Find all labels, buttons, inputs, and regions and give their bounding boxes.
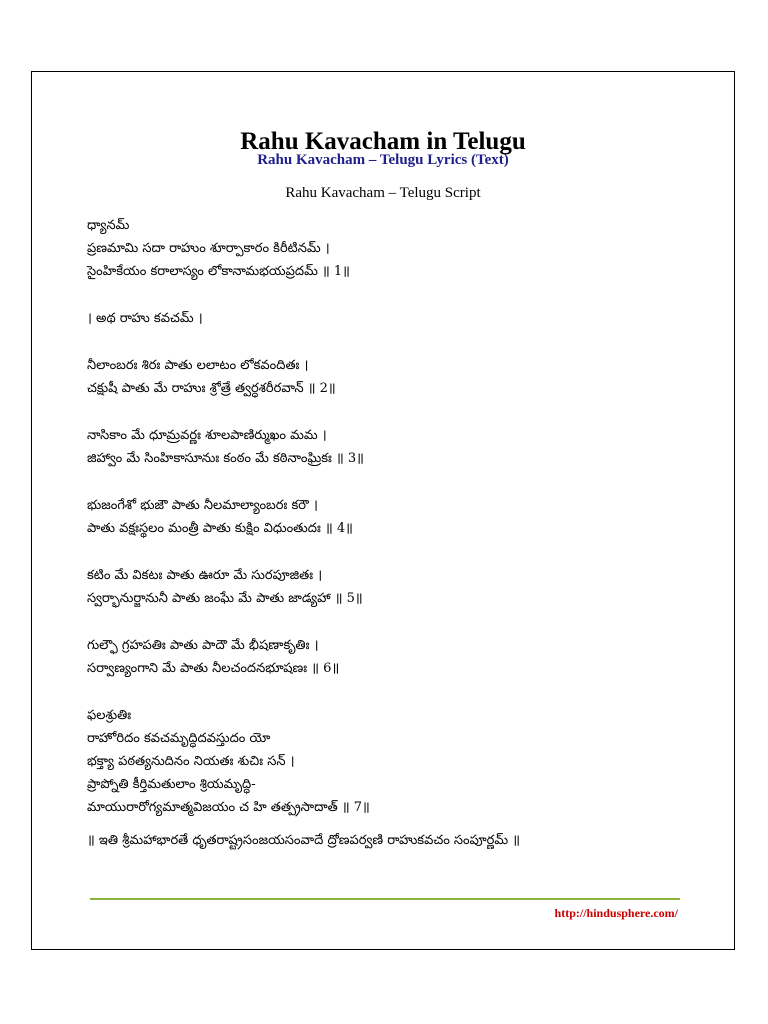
footer-divider <box>90 898 680 900</box>
verse-line: మాయురారోగ్యమాత్మవిజయం చ హి తత్ప్రసాదాత్ ॥ 7॥ <box>87 800 370 815</box>
verse-line: పాతు వక్షఃస్థలం మంత్రీ పాతు కుక్షిం విధుంతుదః ॥ 4॥ <box>87 521 353 536</box>
page-title: Rahu Kavacham in Telugu <box>240 128 526 155</box>
section-heading-dhyanam: ధ్యానమ్ <box>87 218 130 233</box>
verse-line: రాహోరిదం కవచమృద్ధిదవస్తుదం యో <box>87 731 271 746</box>
script-heading: Rahu Kavacham – Telugu Script <box>285 185 481 201</box>
verse-line: భుజంగేశో భుజౌ పాతు నీలమాల్యాంబరః కరౌ । <box>87 498 318 513</box>
verse-line: ప్రాప్నోతి కీర్తిమతులాం శ్రియమృద్ధి- <box>87 777 256 792</box>
page-frame <box>31 71 735 950</box>
verse-line: నీలాంబరః శిరః పాతు లలాటం లోకవందితః । <box>87 358 309 373</box>
section-heading-kavacham: । అథ రాహు కవచమ్ । <box>87 311 203 326</box>
page-subtitle: Rahu Kavacham – Telugu Lyrics (Text) <box>257 152 509 168</box>
verse-line: చక్షుషీ పాతు మే రాహుః శ్రోత్రే త్వర్ధశరీరవాన్ ॥ 2॥ <box>87 381 336 396</box>
closing-line: ॥ ఇతి శ్రీమహాభారతే ధృతరాష్ట్రసంజయసంవాదే ద్రోణపర్వణి రాహుకవచం సంపూర్ణమ్ ॥ <box>87 833 521 848</box>
verse-line: గుల్ఫౌ గ్రహపతిః పాతు పాదౌ మే భీషణాకృతిః । <box>87 638 319 653</box>
verse-line: నాసికాం మే ధూమ్రవర్ణః శూలపాణిర్ముఖం మమ । <box>87 428 327 443</box>
verse-line: ప్రణమామి సదా రాహుం శూర్పాకారం కిరీటినమ్ । <box>87 241 330 256</box>
verse-line: జిహ్వాం మే సింహికాసూనుః కంఠం మే కఠినాంఘ్రికః ॥ 3॥ <box>87 451 364 466</box>
verse-line: సైంహికేయం కరాలాస్యం లోకానామభయప్రదమ్ ॥ 1॥ <box>87 264 350 279</box>
verse-line: కటిం మే వికటః పాతు ఊరూ మే సురపూజితః । <box>87 568 323 583</box>
verse-body <box>87 214 687 852</box>
section-heading-phalashruti: ఫలశ్రుతిః <box>87 708 132 723</box>
verse-line: స్వర్భానుర్జానునీ పాతు జంఘే మే పాతు జాడ్యహా ॥ 5॥ <box>87 591 363 606</box>
footer-link[interactable]: http://hindusphere.com/ <box>554 906 678 920</box>
verse-line: సర్వాణ్యంగాని మే పాతు నీలచందనభూషణః ॥ 6॥ <box>87 661 340 676</box>
verse-line: భక్త్యా పఠత్యనుదినం నియతః శుచిః సన్ । <box>87 754 295 769</box>
